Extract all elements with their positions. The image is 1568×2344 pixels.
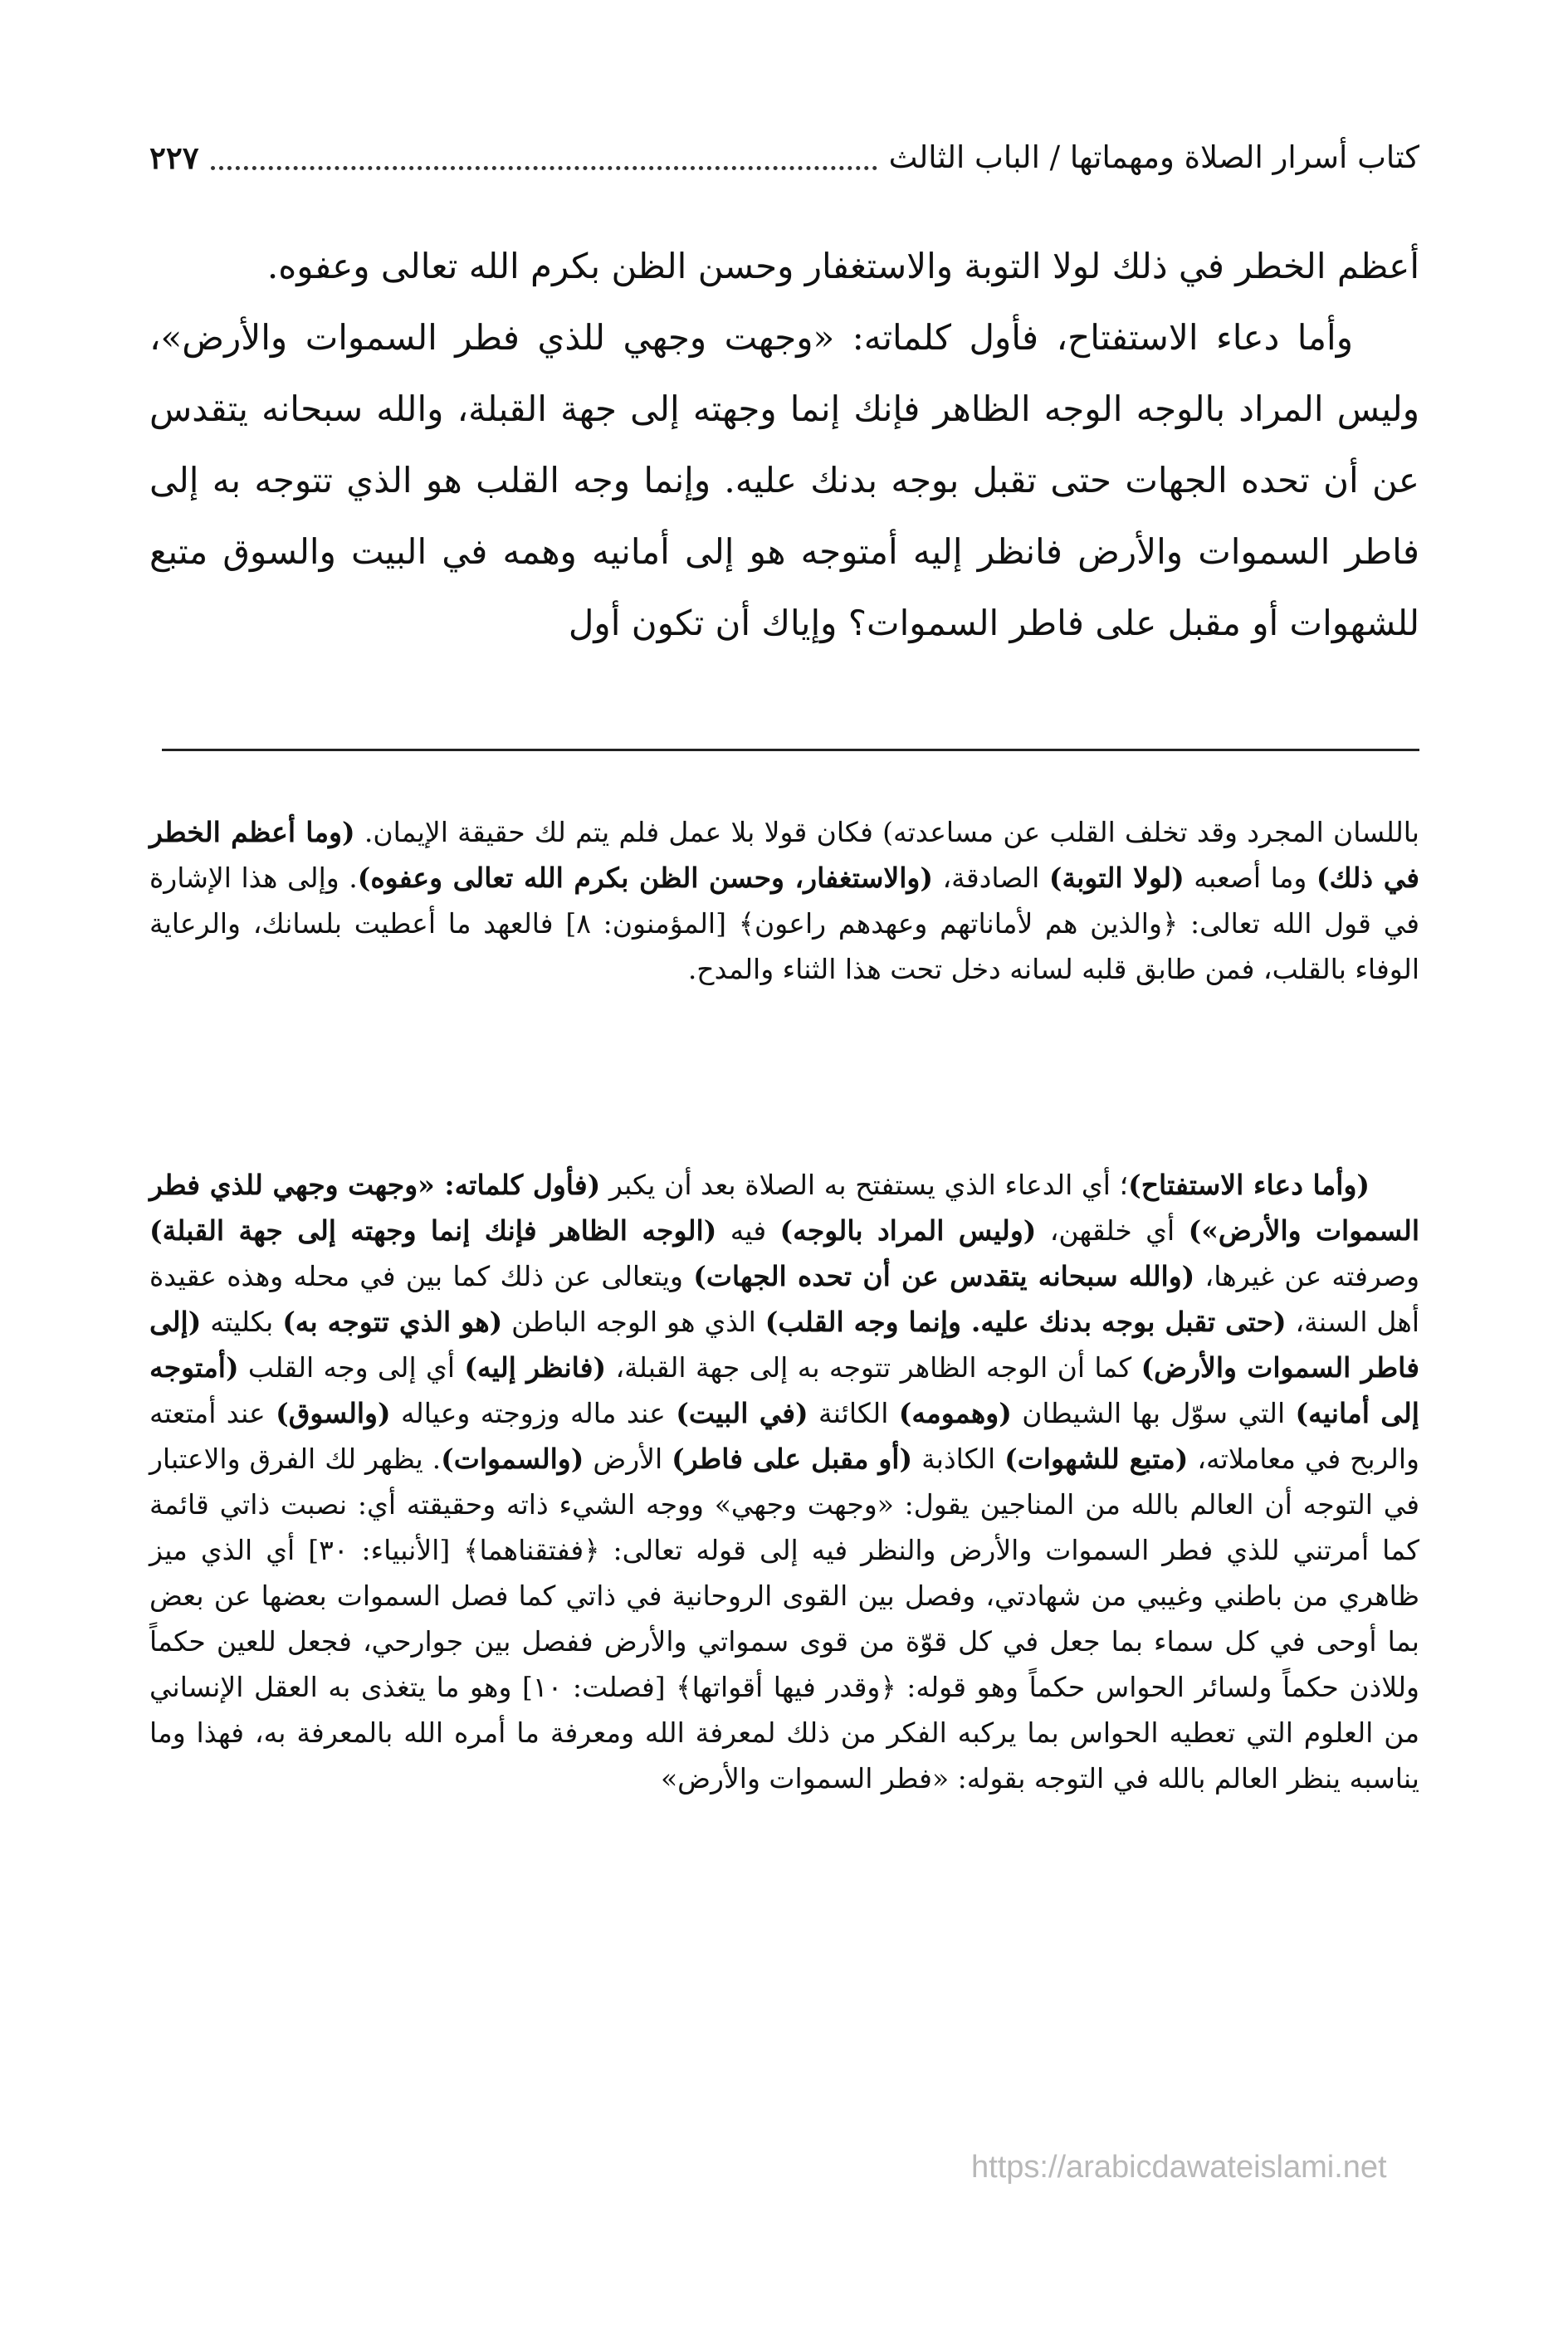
fn2-text-14: الكاذبة xyxy=(912,1443,1005,1475)
fn2-text-6: الذي هو الوجه الباطن xyxy=(502,1306,765,1338)
fn2-text-10: التي سوّل بها الشيطان xyxy=(1011,1397,1296,1429)
main-text xyxy=(149,231,1419,659)
fn2-bold-5: (والله سبحانه يتقدس عن أن تحده الجهات) xyxy=(693,1260,1195,1292)
footnote-separator xyxy=(162,749,1419,751)
fn2-bold-11: (وهمومه) xyxy=(898,1397,1012,1429)
footnote-block-2 xyxy=(149,1162,1419,1801)
fn2-bold-15: (أو مقبل على فاطر) xyxy=(672,1443,913,1475)
fn2-text-16: . يظهر لك الفرق والاعتبار في التوجه أن العالم بالله من المناجين يقول: «وجهت وجهي» ووجه الشيء ذاته وحقيقته أي: نصبت ذاتي قائمة كما أمرتني للذي فطر السموات والأرض والنظر فيه إلى قوله تعالى: ﴿ففتقناهما﴾ [الأنبياء: ٣٠] أي الذي ميز ظاهري من باطني وغيبي من شهادتي، وفصل بين القوى الروحانية في ذاتي كما فصل السموات بعضها عن بعض بما أوحى في كل سماء بما جعل في كل قوّة من قوى سمواتي والأرض ففصل بين جوارحي، فجعل للعين حكماً وللاذن حكماً ولسائر الحواس حكماً وهو قوله: ﴿وقدر فيها أقواتها﴾ [فصلت: ١٠] وهو ما يتغذى به العقل الإنساني من العلوم التي تعطيه الحواس بما يركبه الفكر من ذلك لمعرفة الله ومعرفة ما أمره الله بالمعرفة به، فهذا وما يناسبه ينظر العالم بالله في التوجه بقوله: «فطر السموات والأرض» xyxy=(149,1443,1419,1795)
fn2-bold-9: (فانظر إليه) xyxy=(464,1351,607,1384)
fn2-bold-2: (فأول كلماته: «وجهت وجهي للذي فطر السموات والأرض») xyxy=(149,1169,1419,1247)
fn2-text-1: ؛ أي الدعاء الذي يستفتح به الصلاة بعد أن يكبر xyxy=(600,1169,1129,1201)
footnote-block-1 xyxy=(149,809,1419,992)
fn2-text-11: الكائنة xyxy=(808,1397,899,1429)
fn2-bold-12: (في البيت) xyxy=(676,1397,808,1429)
fn1-bold-3: (والاستغفار، وحسن الظن بكرم الله تعالى وعفوه) xyxy=(357,862,933,894)
fn2-bold-13: (والسوق) xyxy=(276,1397,391,1429)
fn2-bold-8: (إلى فاطر السموات والأرض) xyxy=(149,1306,1419,1384)
fn2-bold-1: (وأما دعاء الاستفتاح) xyxy=(1128,1169,1370,1201)
fn2-text-5: ويتعالى عن ذلك كما بين في محله وهذه عقيدة أهل السنة، xyxy=(149,1260,1419,1338)
main-paragraph-1: أعظم الخطر في ذلك لولا التوبة والاستغفار وحسن الظن بكرم الله تعالى وعفوه. xyxy=(266,246,1419,286)
fn2-text-2: أي خلقهن، xyxy=(1036,1214,1189,1247)
fn2-bold-3: (وليس المراد بالوجه) xyxy=(779,1214,1037,1247)
fn1-text-4: . وإلى هذا الإشارة في قول الله تعالى: ﴿والذين هم لأماناتهم وعهدهم راعون﴾ [المؤمنون: ٨] فالعهد ما أعطيت بلسانك، والرعاية الوفاء بالقلب، فمن طابق قلبه لسانه دخل تحت هذا الثناء والمدح. xyxy=(149,862,1419,985)
fn2-text-4: وصرفته عن غيرها، xyxy=(1194,1260,1420,1292)
fn1-text-1: باللسان المجرد وقد تخلف القلب عن مساعدته) فكان قولا بلا عمل فلم يتم لك حقيقة الإيمان. xyxy=(354,816,1419,848)
footnote-paragraph-2 xyxy=(149,1162,1419,1801)
fn2-bold-4: (الوجه الظاهر فإنك إنما وجهته إلى جهة القبلة) xyxy=(149,1214,717,1247)
fn2-text-15: الأرض xyxy=(584,1443,672,1475)
fn1-bold-1: (وما أعظم الخطر في ذلك) xyxy=(149,816,1419,894)
fn2-bold-14: (متبع للشهوات) xyxy=(1004,1443,1189,1475)
watermark-url: https://arabicdawateislami.net xyxy=(971,2150,1387,2185)
fn1-text-3: الصادقة، xyxy=(932,862,1049,894)
footnote-paragraph-1 xyxy=(149,809,1419,992)
page-number: ٢٢٧ xyxy=(149,139,199,176)
main-paragraph-2: وأما دعاء الاستفتاح، فأول كلماته: «وجهت وجهي للذي فطر السموات والأرض»، وليس المراد بالوجه الوجه الظاهر فإنك إنما وجهته إلى جهة القبلة، والله سبحانه يتقدس عن أن تحده الجهات حتى تقبل بوجه بدنك عليه. وإنما وجه القلب هو الذي تتوجه به إلى فاطر السموات والأرض فانظر إليه أمتوجه هو إلى أمانيه وهمه في البيت والسوق متبع للشهوات أو مقبل على فاطر السموات؟ وإياك أن تكون أول xyxy=(149,317,1419,643)
fn2-text-3: فيه xyxy=(716,1214,780,1247)
fn1-bold-2: (لولا التوبة) xyxy=(1048,862,1185,894)
fn1-text-2: وما أصعبه xyxy=(1184,862,1316,894)
fn2-bold-7: (هو الذي تتوجه به) xyxy=(282,1306,503,1338)
fn2-bold-16: (والسموات) xyxy=(441,1443,584,1475)
fn2-text-13: عند أمتعته والربح في معاملاته، xyxy=(149,1397,1419,1475)
book-page xyxy=(149,0,1419,2344)
header-title: كتاب أسرار الصلاة ومهماتها / الباب الثالث xyxy=(888,139,1419,175)
fn2-text-7: بكليته xyxy=(201,1306,283,1338)
fn2-bold-6: (حتى تقبل بوجه بدنك عليه. وإنما وجه القلب) xyxy=(764,1306,1287,1338)
header-leader-dots xyxy=(211,146,877,170)
fn2-bold-10: (أمتوجه إلى أمانيه) xyxy=(149,1351,1419,1429)
running-header xyxy=(149,133,1419,183)
fn2-text-9: أي إلى وجه القلب xyxy=(238,1351,465,1384)
fn2-text-8: كما أن الوجه الظاهر تتوجه به إلى جهة القبلة، xyxy=(606,1351,1141,1384)
fn2-text-12: عند ماله وزوجته وعياله xyxy=(390,1397,677,1429)
